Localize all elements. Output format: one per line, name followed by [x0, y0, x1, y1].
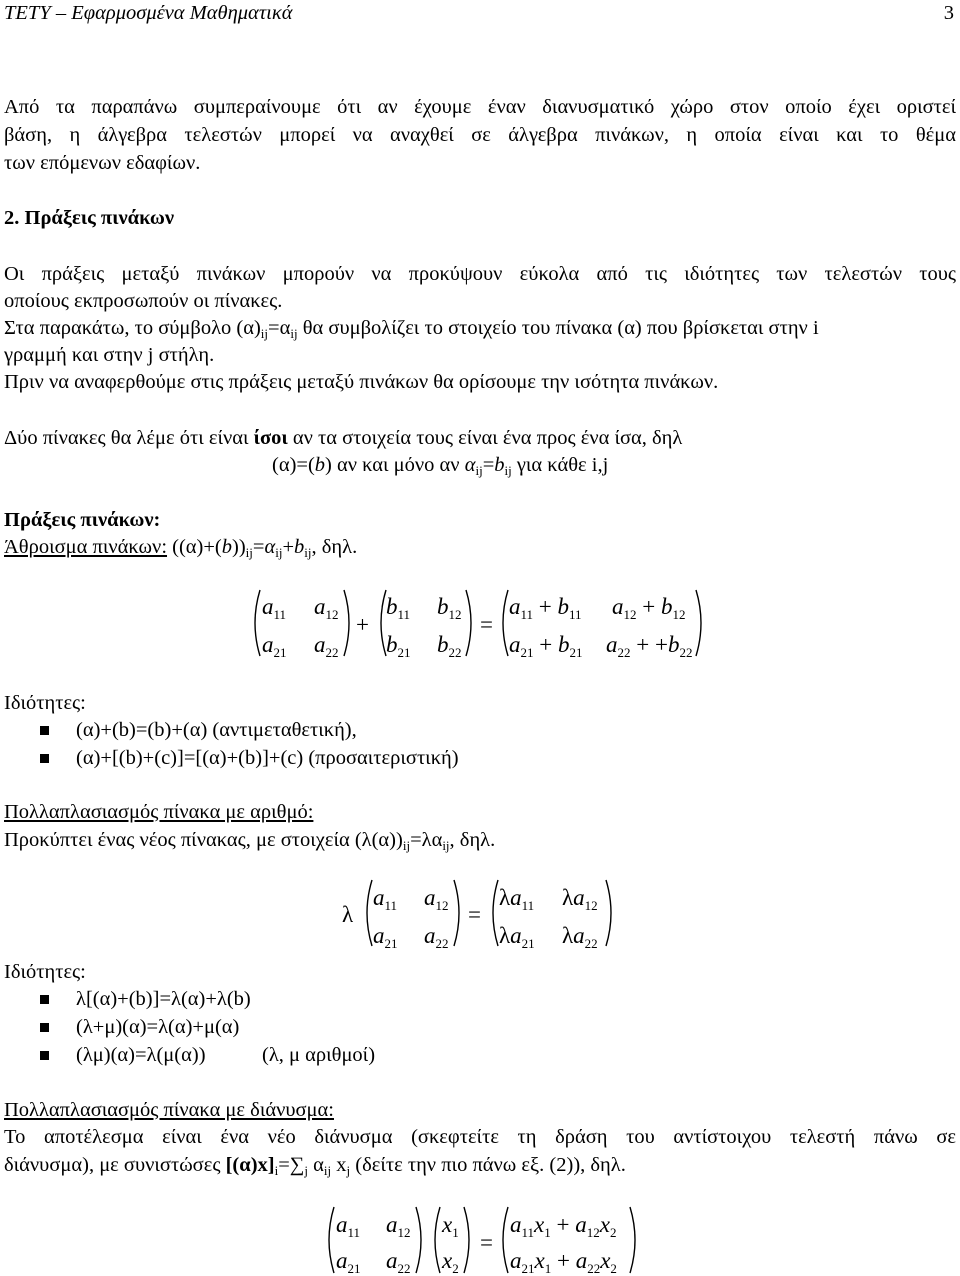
equality-condition [272, 452, 608, 479]
right-paren [452, 878, 466, 948]
scaled-a11: $\lambda a_{11}$ [499, 885, 535, 913]
right-paren [462, 1205, 476, 1275]
def-text: ((α)+( [167, 536, 222, 558]
bullet-icon [40, 1051, 49, 1060]
matrix-a22: $a_{22}$ [386, 1248, 411, 1276]
intro-line-1: Από τα παραπάνω συμπεραίνουμε ότι αν έχουμε έναν διανυσματικό χώρο στον οποίο έχει οριστεί [4, 96, 956, 118]
def-sub: ij [245, 545, 253, 560]
equality-text: Δύο πίνακες θα λέμε ότι είναι [4, 427, 254, 449]
vector-mult-line-1: Το αποτέλεσμα είναι ένα νέο διάνυσμα (σκεφτείτε τη δράση του αντίστοιχου τελεστή πάνω σε [4, 1126, 956, 1148]
equality-text: αν τα στοιχεία τους είναι ένα προς ένα ίσα, δηλ [287, 427, 683, 449]
matrix-a11: $a_{11}$ [373, 885, 398, 913]
matrix-a21: $a_{21}$ [262, 632, 287, 660]
right-paren [414, 1205, 428, 1275]
right-paren [604, 878, 618, 948]
def-sub: ij [275, 545, 283, 560]
intro-line-3: των επόμενων εδαφίων. [4, 152, 201, 174]
def-text: b [221, 536, 232, 558]
right-paren [694, 588, 708, 658]
left-paren [322, 1205, 336, 1275]
sum-r1c2: $a_{12} + b_{12}$ [612, 594, 686, 622]
matrix-b22: $b_{22}$ [437, 632, 462, 660]
bullet-icon [40, 726, 49, 735]
notation-sub: ij [260, 326, 269, 341]
matrix-b21: $b_{21}$ [386, 632, 411, 660]
cond-text: ) αν και μόνο αν [325, 454, 465, 476]
right-paren [342, 588, 356, 658]
def-text: α [264, 536, 276, 558]
notation-line-2: γραμμή και στην j στήλη. [4, 344, 215, 366]
def-text: διάνυσμα), με συνιστώσες [4, 1154, 226, 1176]
scalar-mult-definition [4, 827, 495, 854]
equals-sign: = [480, 1230, 493, 1255]
def-text: + [282, 536, 295, 558]
cond-text: για κάθε i,j [511, 454, 609, 476]
scalar-property-1: λ[(α)+(b)]=λ(α)+λ(b) [76, 988, 251, 1010]
addition-label: Άθροισμα πινάκων: [4, 536, 168, 558]
plus-sign: + [356, 612, 369, 637]
notation-text: θα συμβολίζει το στοιχείο του πίνακα (α) που βρίσκεται στην i [297, 317, 819, 339]
bullet-icon [40, 995, 49, 1004]
result-row-2: $a_{21}x_1 + a_{22}x_2$ [510, 1248, 617, 1276]
cond-text: b [314, 454, 326, 476]
def-text: α [308, 1154, 324, 1176]
cond-text: α [464, 454, 476, 476]
scalar-property-3-note: (λ, μ αριθμοί) [262, 1044, 376, 1066]
matrix-a21: $a_{21}$ [336, 1248, 361, 1276]
notation-text: Στα παρακάτω, το σύμβολο (α) [4, 317, 261, 339]
section-title: Πράξεις πινάκων [24, 207, 175, 229]
def-sub: ij [304, 545, 312, 560]
def-text: = [252, 536, 265, 558]
lambda-symbol: λ [342, 902, 354, 927]
def-text: b [294, 536, 305, 558]
def-sub: ij [402, 838, 411, 853]
addition-definition [4, 534, 357, 561]
cond-text: (α)=( [272, 454, 315, 476]
matrix-a11: $a_{11}$ [262, 594, 287, 622]
scaled-a22: $\lambda a_{22}$ [562, 923, 598, 951]
matrix-b11: $b_{11}$ [386, 594, 411, 622]
matrix-a22: $a_{22}$ [314, 632, 339, 660]
def-sub: j [304, 1163, 309, 1178]
sum-r2c2: $a_{22} + +b_{22}$ [606, 632, 693, 660]
matrix-a22: $a_{22}$ [424, 923, 449, 951]
left-paren [248, 588, 262, 658]
def-text: , δηλ. [311, 536, 358, 558]
ops-intro-line-2: οποίους εκπροσωπούν οι πίνακες. [4, 290, 283, 312]
addition-properties-label: Ιδιότητες: [4, 692, 86, 714]
vector-mult-label: Πολλαπλασιασμός πίνακα με διάνυσμα: [4, 1099, 334, 1121]
ops-intro-line-1: Οι πράξεις μεταξύ πινάκων μπορούν να προκύψουν εύκολα από τις ιδιότητες των τελεστών τους [4, 263, 956, 285]
def-text: , δηλ. [449, 829, 496, 851]
def-text: =∑ [278, 1154, 305, 1176]
def-text: [(α)x] [225, 1154, 275, 1176]
section-heading [4, 205, 174, 232]
def-sub: ij [323, 1163, 332, 1178]
def-sub: ij [442, 838, 450, 853]
before-equality-line: Πριν να αναφερθούμε στις πράξεις μεταξύ πινάκων θα ορίσουμε την ισότητα πινάκων. [4, 371, 719, 393]
matrix-b12: $b_{12}$ [437, 594, 462, 622]
addition-property-2: (α)+[(b)+(c)]=[(α)+(b)]+(c) (προσαιτεριστική) [76, 747, 459, 769]
page-number: 3 [943, 2, 954, 24]
operations-heading: Πράξεις πινάκων: [4, 509, 161, 531]
matrix-a11: $a_{11}$ [336, 1212, 361, 1240]
equality-definition [4, 425, 956, 452]
matrix-a21: $a_{21}$ [373, 923, 398, 951]
right-paren [464, 588, 478, 658]
bullet-icon [40, 754, 49, 763]
sum-r2c1: $a_{21} + b_{21}$ [509, 632, 583, 660]
cond-sub: ij [475, 463, 483, 478]
cond-text: = [482, 454, 495, 476]
matrix-a12: $a_{12}$ [314, 594, 339, 622]
vector-x2: $x_2$ [442, 1248, 459, 1276]
scalar-property-2: (λ+μ)(α)=λ(α)+μ(α) [76, 1016, 240, 1038]
left-paren [496, 1205, 510, 1275]
def-sub: j [346, 1163, 351, 1178]
left-paren [360, 878, 374, 948]
def-text: )) [232, 536, 246, 558]
scaled-a21: $\lambda a_{21}$ [499, 923, 535, 951]
intro-line-2: βάση, η άλγεβρα τελεστών μπορεί να αναχθεί σε άλγεβρα πινάκων, η οποία είναι και το θέμα [4, 124, 956, 146]
cond-text: b [494, 454, 505, 476]
scalar-properties-label: Ιδιότητες: [4, 961, 86, 983]
scaled-a12: $\lambda a_{12}$ [562, 885, 598, 913]
scalar-mult-label: Πολλαπλασιασμός πίνακα με αριθμό: [4, 801, 314, 823]
equality-bold-term: ίσοι [253, 427, 288, 449]
def-text: (δείτε την πιο πάνω εξ. (2)), δηλ. [350, 1154, 626, 1176]
sum-r1c1: $a_{11} + b_{11}$ [509, 594, 582, 622]
equals-sign: = [480, 612, 493, 637]
header-title: ΤΕΤΥ – Εφαρμοσμένα Μαθηματικά [4, 2, 293, 24]
notation-sub: ij [290, 326, 298, 341]
def-text: =λα [410, 829, 443, 851]
page-header [4, 0, 954, 27]
vector-x1: $x_1$ [442, 1212, 459, 1240]
left-paren [486, 878, 500, 948]
left-paren [428, 1205, 442, 1275]
result-row-1: $a_{11}x_1 + a_{12}x_2$ [510, 1212, 617, 1240]
cond-sub: ij [504, 463, 512, 478]
matrix-a12: $a_{12}$ [386, 1212, 411, 1240]
matrix-a12: $a_{12}$ [424, 885, 449, 913]
left-paren [496, 588, 510, 658]
right-paren [628, 1205, 642, 1275]
scalar-property-3: (λμ)(α)=λ(μ(α)) [76, 1044, 206, 1066]
def-sub: i [274, 1163, 279, 1178]
def-text: Προκύπτει ένας νέος πίνακας, με στοιχεία (λ(α)) [4, 829, 403, 851]
bullet-icon [40, 1023, 49, 1032]
section-number: 2. [4, 207, 20, 229]
def-text: x [331, 1154, 347, 1176]
addition-property-1: (α)+(b)=(b)+(α) (αντιμεταθετική), [76, 719, 357, 741]
equals-sign: = [468, 902, 481, 927]
notation-line [4, 315, 956, 342]
vector-mult-line-2 [4, 1152, 626, 1179]
notation-text: =α [268, 317, 291, 339]
